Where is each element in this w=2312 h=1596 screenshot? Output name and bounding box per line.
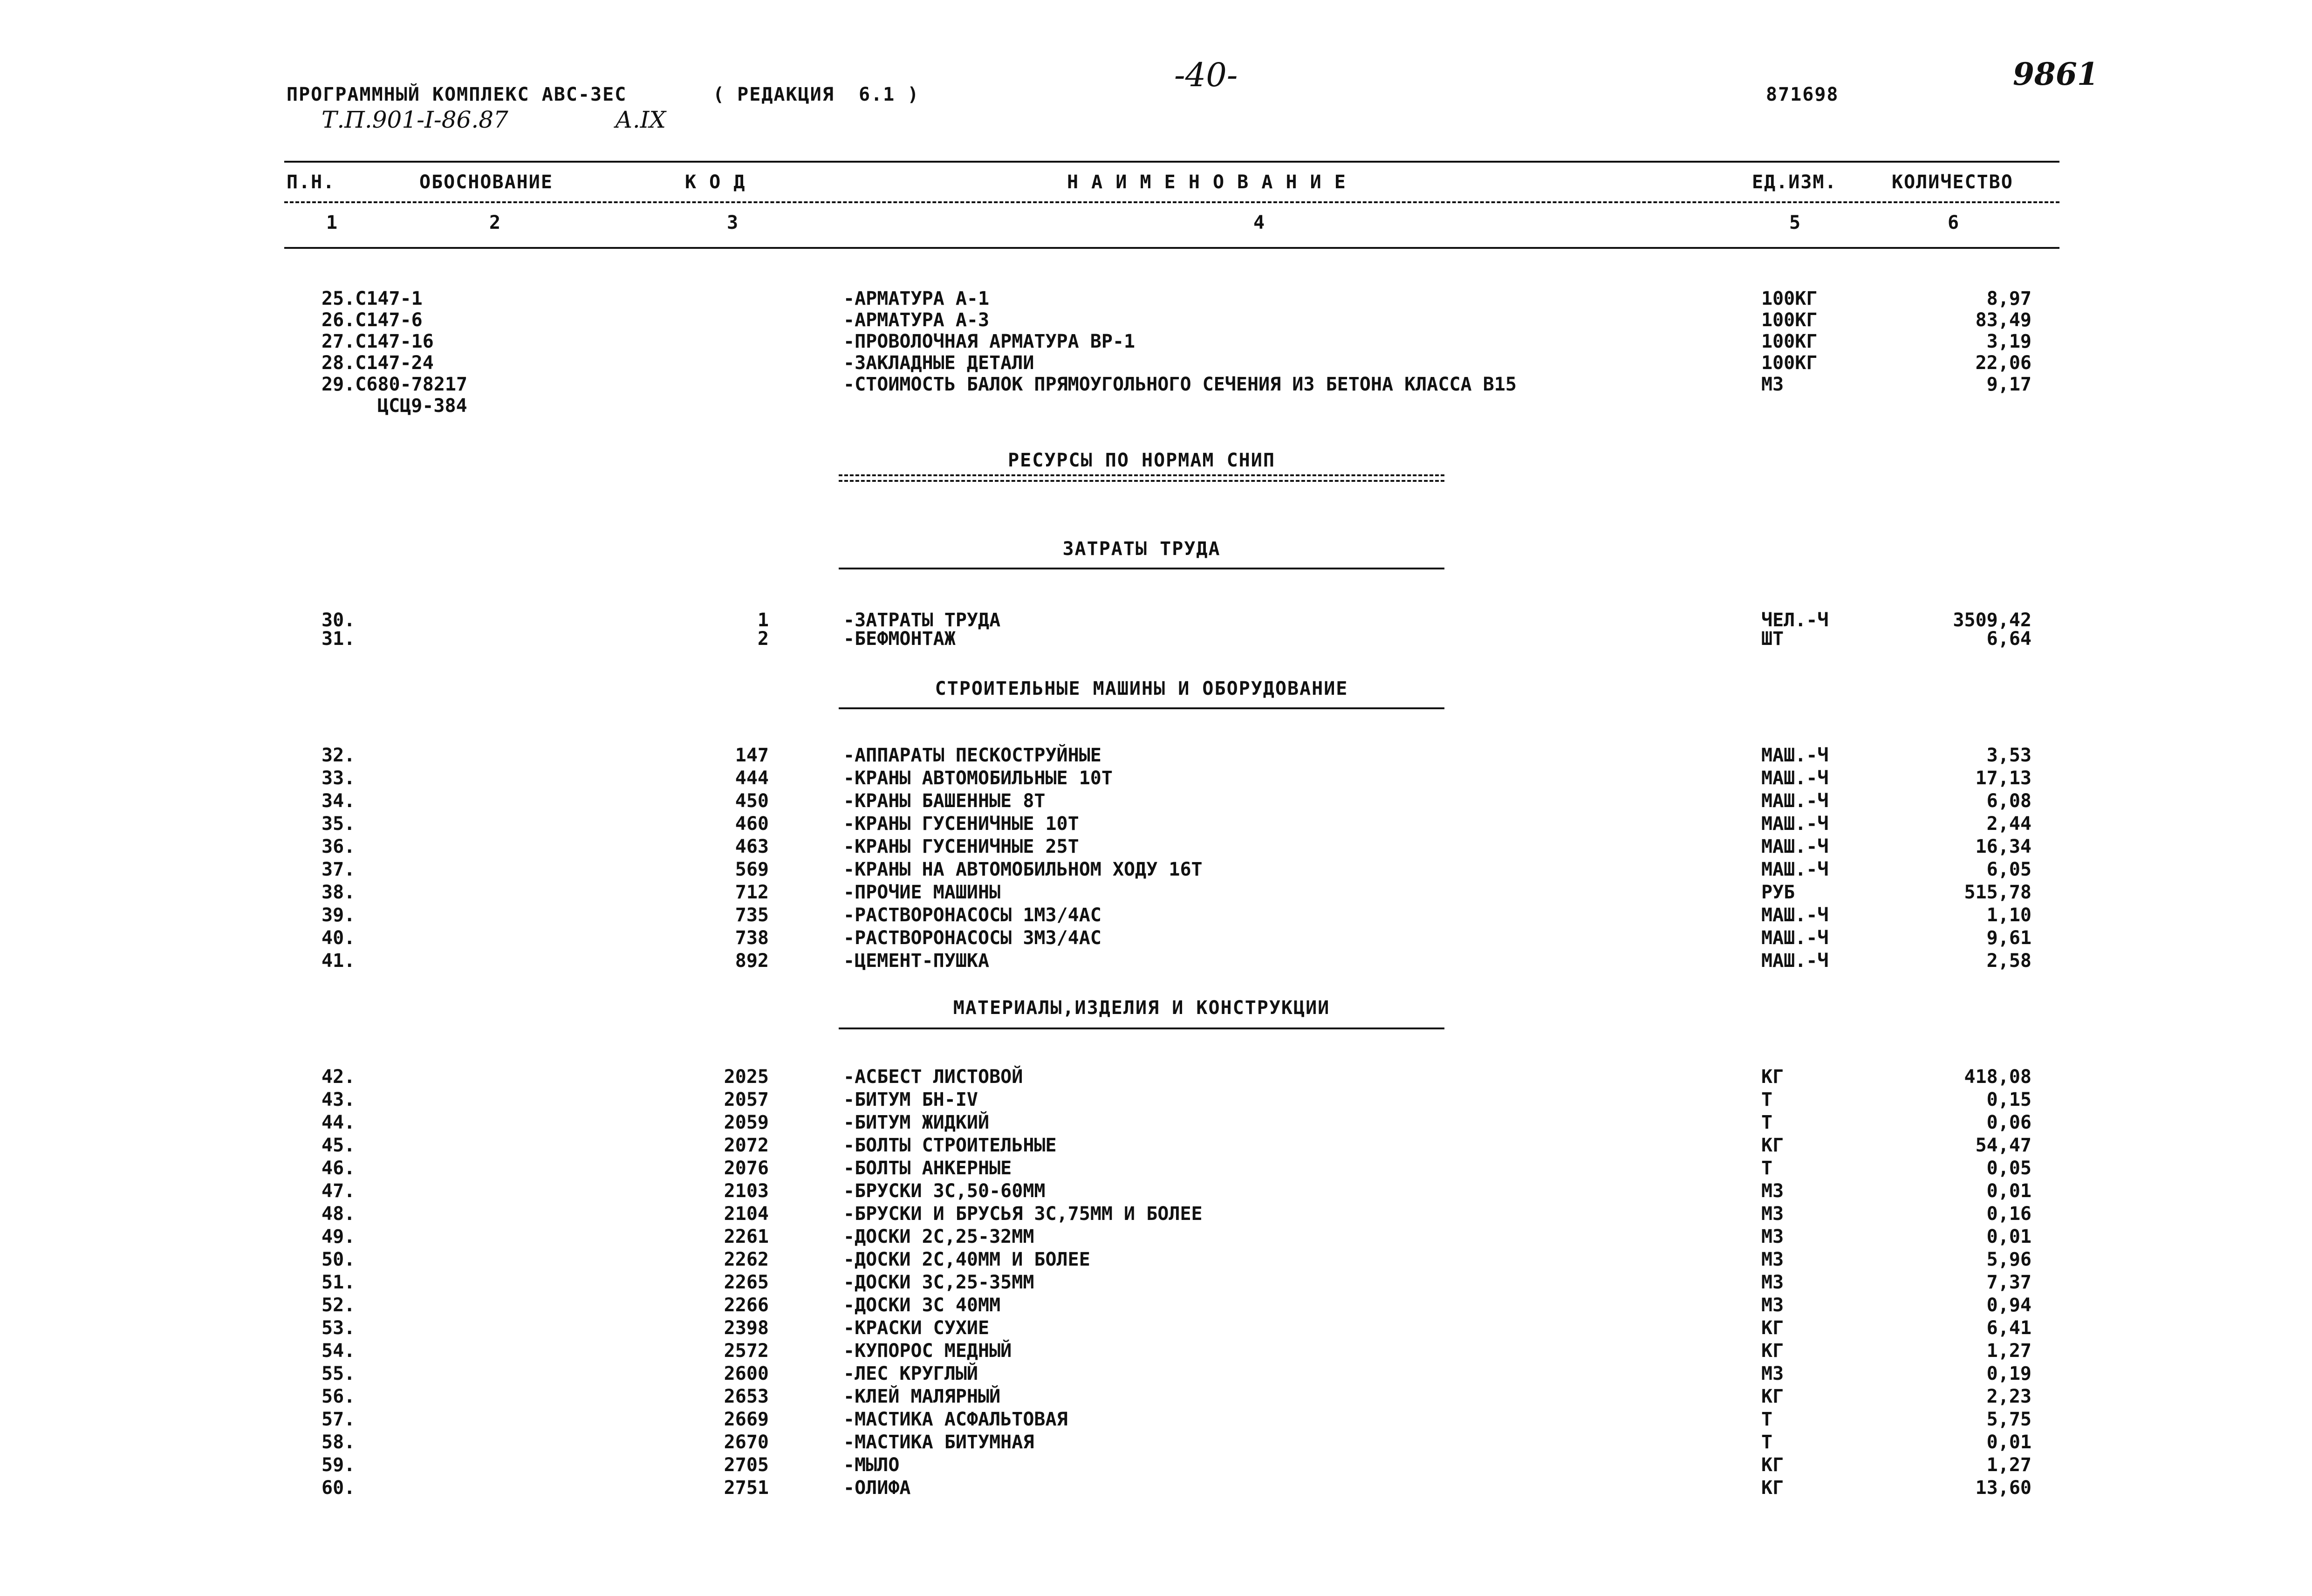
row-qty: 1,27 (1986, 1454, 2032, 1476)
table-row (0, 837, 2312, 856)
row-num: 42. (321, 1066, 356, 1088)
table-row (0, 610, 2312, 630)
edition-label: ( РЕДАКЦИЯ 6.1 ) (713, 84, 920, 105)
row-num: 33. (321, 767, 356, 789)
table-row (0, 1318, 2312, 1338)
row-name: -КРАНЫ ГУСЕНИЧНЫЕ 25Т (843, 836, 1079, 857)
row-num: 31. (321, 628, 356, 650)
row-ref: 25.C147-1 (321, 288, 423, 309)
row-qty: 0,05 (1986, 1158, 2032, 1179)
row-unit: РУБ (1761, 882, 1795, 903)
row-code: 2072 (724, 1135, 769, 1156)
row-code: 2572 (724, 1340, 769, 1362)
table-row (0, 951, 2312, 971)
row-name: -ПРОВОЛОЧНАЯ АРМАТУРА ВР-1 (843, 331, 1135, 352)
row-qty: 3,19 (1986, 331, 2032, 352)
row-qty: 0,01 (1986, 1432, 2032, 1453)
row-code: 450 (735, 790, 769, 812)
row-unit: МАШ.-Ч (1761, 790, 1829, 812)
section-double-rule (839, 480, 1444, 482)
row-qty: 9,17 (1986, 374, 2032, 395)
table-row (0, 1113, 2312, 1132)
row-unit: КГ (1761, 1340, 1784, 1362)
row-qty: 0,06 (1986, 1112, 2032, 1133)
header-divider (284, 201, 2059, 203)
row-unit: М3 (1761, 374, 1784, 395)
col-number-5: 5 (1789, 212, 1802, 233)
row-code: 738 (735, 927, 769, 949)
table-row (0, 1341, 2312, 1361)
table-row (0, 375, 2312, 394)
row-unit: КГ (1761, 1135, 1784, 1156)
row-num: 53. (321, 1317, 356, 1339)
row-unit: Т (1761, 1409, 1773, 1430)
row-num: 39. (321, 904, 356, 926)
row-unit: МАШ.-Ч (1761, 859, 1829, 880)
row-code: 2669 (724, 1409, 769, 1430)
row-code: 2266 (724, 1295, 769, 1316)
row-name: -КЛЕЙ МАЛЯРНЫЙ (843, 1386, 1001, 1407)
section-title-resources: РЕСУРСЫ ПО НОРМАМ СНИП (1008, 450, 1275, 471)
row-num: 46. (321, 1158, 356, 1179)
table-row (0, 928, 2312, 948)
row-num: 51. (321, 1272, 356, 1293)
row-qty: 0,16 (1986, 1203, 2032, 1225)
table-row (0, 1410, 2312, 1429)
row-qty: 515,78 (1964, 882, 2032, 903)
table-row (0, 289, 2312, 308)
section-rule (839, 707, 1444, 709)
row-name: -КРАНЫ НА АВТОМОБИЛЬНОМ ХОДУ 16Т (843, 859, 1203, 880)
row-name: -АППАРАТЫ ПЕСКОСТРУЙНЫЕ (843, 745, 1101, 766)
row-qty: 54,47 (1975, 1135, 2032, 1156)
row-unit: КГ (1761, 1386, 1784, 1407)
table-row (0, 1387, 2312, 1406)
row-unit: МАШ.-Ч (1761, 813, 1829, 835)
row-unit: 100КГ (1761, 288, 1818, 309)
row-code: 2600 (724, 1363, 769, 1384)
row-unit: 100КГ (1761, 309, 1818, 331)
row-name: -ЗАКЛАДНЫЕ ДЕТАЛИ (843, 352, 1034, 374)
table-row (0, 629, 2312, 649)
row-unit: МАШ.-Ч (1761, 836, 1829, 857)
row-code: 2705 (724, 1454, 769, 1476)
row-qty: 2,58 (1986, 950, 2032, 972)
row-code: 2 (757, 628, 769, 650)
doc-number: 871698 (1766, 84, 1839, 105)
row-name: -ЗАТРАТЫ ТРУДА (843, 610, 1001, 631)
row-unit: Т (1761, 1089, 1773, 1110)
row-qty: 6,08 (1986, 790, 2032, 812)
row-unit: ШТ (1761, 628, 1784, 650)
row-num: 47. (321, 1180, 356, 1202)
row-name: -БОЛТЫ СТРОИТЕЛЬНЫЕ (843, 1135, 1057, 1156)
row-name: -КУПОРОС МЕДНЫЙ (843, 1340, 1012, 1362)
col-header-basis: ОБОСНОВАНИЕ (419, 171, 553, 193)
row-unit: Т (1761, 1432, 1773, 1453)
row-qty: 1,10 (1986, 904, 2032, 926)
table-row (0, 883, 2312, 902)
section-title-machines: СТРОИТЕЛЬНЫЕ МАШИНЫ И ОБОРУДОВАНИЕ (935, 678, 1348, 699)
table-row (0, 1250, 2312, 1269)
col-number-6: 6 (1948, 212, 1960, 233)
row-code: 712 (735, 882, 769, 903)
row-unit: М3 (1761, 1363, 1784, 1384)
table-row (0, 1273, 2312, 1292)
row-code: 463 (735, 836, 769, 857)
row-code: 2057 (724, 1089, 769, 1110)
row-qty: 0,19 (1986, 1363, 2032, 1384)
row-num: 37. (321, 859, 356, 880)
row-unit: МАШ.-Ч (1761, 745, 1829, 766)
row-name: -СТОИМОСТЬ БАЛОК ПРЯМОУГОЛЬНОГО СЕЧЕНИЯ ИЗ БЕТОНА КЛАССА В15 (843, 374, 1517, 395)
row-num: 44. (321, 1112, 356, 1133)
album-label: А.IX (615, 106, 666, 133)
row-qty: 3509,42 (1953, 610, 2032, 631)
row-name: -МАСТИКА АСФАЛЬТОВАЯ (843, 1409, 1068, 1430)
table-row (0, 1158, 2312, 1178)
row-code: 2398 (724, 1317, 769, 1339)
table-row (0, 1364, 2312, 1384)
row-name: -АРМАТУРА А-1 (843, 288, 990, 309)
table-row (0, 1067, 2312, 1087)
row-name: -ДОСКИ 2С,25-32ММ (843, 1226, 1034, 1247)
table-row (0, 768, 2312, 788)
row-code: 2076 (724, 1158, 769, 1179)
row-unit: М3 (1761, 1272, 1784, 1293)
row-code: 444 (735, 767, 769, 789)
col-header-code: К О Д (685, 171, 746, 193)
row-qty: 13,60 (1975, 1477, 2032, 1499)
table-row (0, 1204, 2312, 1224)
table-row (0, 353, 2312, 373)
col-header-qty: КОЛИЧЕСТВО (1892, 171, 2013, 193)
section-rule (839, 568, 1444, 569)
row-num: 49. (321, 1226, 356, 1247)
row-num: 43. (321, 1089, 356, 1110)
table-header-bottom-rule (284, 247, 2059, 249)
row-unit: КГ (1761, 1477, 1784, 1499)
row-num: 48. (321, 1203, 356, 1225)
row-code: 2751 (724, 1477, 769, 1499)
section-rule (839, 1027, 1444, 1029)
section-title-labor: ЗАТРАТЫ ТРУДА (1062, 538, 1221, 560)
row-name: -ПРОЧИЕ МАШИНЫ (843, 882, 1001, 903)
row-unit: КГ (1761, 1066, 1784, 1088)
row-name: -РАСТВОРОНАСОСЫ 1М3/4АС (843, 904, 1101, 926)
row-name: -ДОСКИ 3С 40ММ (843, 1295, 1001, 1316)
table-row (0, 1181, 2312, 1201)
row-unit: 100КГ (1761, 331, 1818, 352)
row-name: -КРАСКИ СУХИЕ (843, 1317, 990, 1339)
row-code: 569 (735, 859, 769, 880)
col-number-1: 1 (326, 212, 339, 233)
row-num: 59. (321, 1454, 356, 1476)
row-qty: 0,15 (1986, 1089, 2032, 1110)
table-row (0, 1295, 2312, 1315)
table-top-rule (284, 161, 2059, 163)
table-row (0, 814, 2312, 834)
row-num: 52. (321, 1295, 356, 1316)
table-row (0, 746, 2312, 765)
row-name: -КРАНЫ ГУСЕНИЧНЫЕ 10Т (843, 813, 1079, 835)
section-double-rule (839, 474, 1444, 476)
row-qty: 6,05 (1986, 859, 2032, 880)
row-code: 2670 (724, 1432, 769, 1453)
row-code: 2104 (724, 1203, 769, 1225)
row-unit: М3 (1761, 1249, 1784, 1270)
row-unit: М3 (1761, 1203, 1784, 1225)
row-code: 2261 (724, 1226, 769, 1247)
archive-stamp: 9861 (2013, 56, 2099, 92)
row-num: 38. (321, 882, 356, 903)
row-name: -ДОСКИ 2С,40ММ И БОЛЕЕ (843, 1249, 1090, 1270)
row-num: 57. (321, 1409, 356, 1430)
row-qty: 8,97 (1986, 288, 2032, 309)
row-unit: МАШ.-Ч (1761, 950, 1829, 972)
row-code: 2025 (724, 1066, 769, 1088)
row-qty: 2,44 (1986, 813, 2032, 835)
col-number-4: 4 (1253, 212, 1266, 233)
row-num: 60. (321, 1477, 356, 1499)
section-title-materials: МАТЕРИАЛЫ,ИЗДЕЛИЯ И КОНСТРУКЦИИ (953, 997, 1330, 1019)
col-number-2: 2 (489, 212, 502, 233)
col-header-num: П.Н. (287, 171, 335, 193)
table-row (0, 791, 2312, 811)
page-number: -40- (1174, 56, 1238, 94)
col-number-3: 3 (727, 212, 739, 233)
row-num: 30. (321, 610, 356, 631)
row-qty: 16,34 (1975, 836, 2032, 857)
row-num: 41. (321, 950, 356, 972)
row-qty: 418,08 (1964, 1066, 2032, 1088)
row-name: -БРУСКИ 3С,50-60ММ (843, 1180, 1046, 1202)
table-row (0, 1227, 2312, 1247)
row-code: 2059 (724, 1112, 769, 1133)
row-num: 34. (321, 790, 356, 812)
row-name: -ЛЕС КРУГЛЫЙ (843, 1363, 978, 1384)
row-name: -БРУСКИ И БРУСЬЯ 3С,75ММ И БОЛЕЕ (843, 1203, 1203, 1225)
row-unit: КГ (1761, 1317, 1784, 1339)
row-num: 55. (321, 1363, 356, 1384)
row-unit: 100КГ (1761, 352, 1818, 374)
row-name: -КРАНЫ БАШЕННЫЕ 8Т (843, 790, 1046, 812)
row-code: 147 (735, 745, 769, 766)
row-qty: 1,27 (1986, 1340, 2032, 1362)
table-row (0, 332, 2312, 351)
row-unit: МАШ.-Ч (1761, 767, 1829, 789)
row-name: -ОЛИФА (843, 1477, 911, 1499)
row-num: 45. (321, 1135, 356, 1156)
row-qty: 22,06 (1975, 352, 2032, 374)
row-qty: 0,94 (1986, 1295, 2032, 1316)
row-qty: 83,49 (1975, 309, 2032, 331)
row-name: -БЕФМОНТАЖ (843, 628, 956, 650)
row-unit: ЧЕЛ.-Ч (1761, 610, 1829, 631)
row-code: 735 (735, 904, 769, 926)
row-qty: 6,41 (1986, 1317, 2032, 1339)
row-unit: М3 (1761, 1295, 1784, 1316)
row-code: 2265 (724, 1272, 769, 1293)
row-qty: 5,75 (1986, 1409, 2032, 1430)
table-row (0, 905, 2312, 925)
row-name: -РАСТВОРОНАСОСЫ 3М3/4АС (843, 927, 1101, 949)
row-qty: 9,61 (1986, 927, 2032, 949)
row-ref: 28.C147-24 (321, 352, 434, 374)
row-name: -ДОСКИ 3С,25-35ММ (843, 1272, 1034, 1293)
row-num: 32. (321, 745, 356, 766)
row-code: 1 (757, 610, 769, 631)
row-ref-secondary: ЦСЦ9-384 (377, 395, 467, 417)
row-code: 2103 (724, 1180, 769, 1202)
table-row-continuation (0, 396, 2312, 416)
row-name: -БОЛТЫ АНКЕРНЫЕ (843, 1158, 1012, 1179)
doc-code: Т.П.901-I-86.87 (321, 106, 508, 133)
row-ref: 27.C147-16 (321, 331, 434, 352)
row-num: 58. (321, 1432, 356, 1453)
row-code: 2262 (724, 1249, 769, 1270)
row-qty: 5,96 (1986, 1249, 2032, 1270)
row-qty: 17,13 (1975, 767, 2032, 789)
table-row (0, 310, 2312, 330)
row-num: 40. (321, 927, 356, 949)
row-num: 35. (321, 813, 356, 835)
row-unit: МАШ.-Ч (1761, 904, 1829, 926)
row-qty: 0,01 (1986, 1226, 2032, 1247)
row-code: 460 (735, 813, 769, 835)
table-row (0, 1090, 2312, 1110)
row-unit: М3 (1761, 1226, 1784, 1247)
table-row (0, 1432, 2312, 1452)
row-name: -БИТУМ ЖИДКИЙ (843, 1112, 990, 1133)
row-num: 54. (321, 1340, 356, 1362)
program-title: ПРОГРАММНЫЙ КОМПЛЕКС АВС-ЗЕС (287, 84, 627, 105)
row-qty: 3,53 (1986, 745, 2032, 766)
row-qty: 7,37 (1986, 1272, 2032, 1293)
col-header-unit: ЕД.ИЗМ. (1752, 171, 1837, 193)
table-row (0, 1455, 2312, 1475)
row-unit: МАШ.-Ч (1761, 927, 1829, 949)
row-qty: 0,01 (1986, 1180, 2032, 1202)
row-name: -МЫЛО (843, 1454, 900, 1476)
row-ref: 29.C680-78217 (321, 374, 468, 395)
row-name: -ЦЕМЕНТ-ПУШКА (843, 950, 990, 972)
row-num: 56. (321, 1386, 356, 1407)
row-ref: 26.C147-6 (321, 309, 423, 331)
row-unit: КГ (1761, 1454, 1784, 1476)
row-code: 2653 (724, 1386, 769, 1407)
row-qty: 2,23 (1986, 1386, 2032, 1407)
table-row (0, 860, 2312, 879)
row-name: -БИТУМ БН-IV (843, 1089, 978, 1110)
row-name: -МАСТИКА БИТУМНАЯ (843, 1432, 1034, 1453)
row-unit: Т (1761, 1112, 1773, 1133)
table-row (0, 1478, 2312, 1498)
row-num: 36. (321, 836, 356, 857)
table-row (0, 1136, 2312, 1155)
row-code: 892 (735, 950, 769, 972)
col-header-name: Н А И М Е Н О В А Н И Е (1067, 171, 1347, 193)
row-name: -АРМАТУРА А-3 (843, 309, 990, 331)
row-name: -КРАНЫ АВТОМОБИЛЬНЫЕ 10Т (843, 767, 1113, 789)
row-unit: Т (1761, 1158, 1773, 1179)
row-qty: 6,64 (1986, 628, 2032, 650)
row-num: 50. (321, 1249, 356, 1270)
row-unit: М3 (1761, 1180, 1784, 1202)
row-name: -АСБЕСТ ЛИСТОВОЙ (843, 1066, 1023, 1088)
